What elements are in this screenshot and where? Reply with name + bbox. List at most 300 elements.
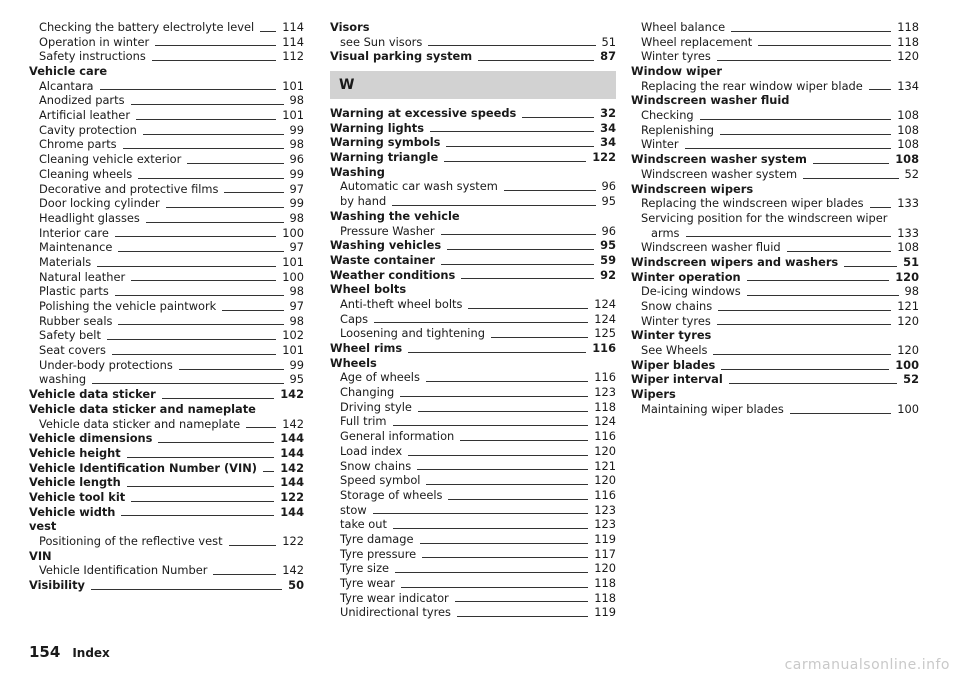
- index-subentry[interactable]: [29, 314, 304, 329]
- index-subentry[interactable]: [330, 561, 616, 576]
- index-subentry[interactable]: [29, 211, 304, 226]
- page-ref: 99: [289, 166, 304, 181]
- index-heading: vest: [29, 519, 57, 534]
- index-subentry[interactable]: [330, 224, 616, 239]
- page-ref: 95: [601, 194, 616, 209]
- index-entry[interactable]: [29, 461, 304, 476]
- page-ref: 96: [601, 179, 616, 194]
- index-subentry[interactable]: [631, 240, 919, 255]
- index-entry[interactable]: [29, 490, 304, 505]
- leader-line: [395, 572, 588, 573]
- index-subentry[interactable]: [631, 284, 919, 299]
- index-subentry-text: Servicing position for the windscreen wiper: [641, 210, 888, 225]
- index-column-1: [29, 20, 304, 593]
- entry-label: Safety instructions: [39, 49, 146, 64]
- index-subentry[interactable]: [330, 297, 616, 312]
- index-subentry[interactable]: [330, 370, 616, 385]
- index-subentry[interactable]: [330, 385, 616, 400]
- leader-line: [444, 161, 586, 162]
- entry-label: Full trim: [340, 414, 387, 429]
- leader-line: [260, 31, 276, 32]
- leader-line: [869, 89, 891, 90]
- page-ref: 98: [289, 210, 304, 225]
- page-ref: 123: [594, 385, 616, 400]
- page-ref: 98: [289, 137, 304, 152]
- page-ref: 116: [594, 370, 616, 385]
- entry-label: Windscreen wipers and washers: [631, 254, 839, 269]
- index-subentry[interactable]: [631, 20, 919, 35]
- index-subentry[interactable]: [330, 532, 616, 547]
- page-ref: 51: [601, 34, 616, 49]
- leader-line: [127, 457, 274, 458]
- index-subentry[interactable]: [330, 503, 616, 518]
- index-entry[interactable]: [29, 578, 304, 593]
- index-entry[interactable]: [330, 268, 616, 283]
- entry-label: Waste container: [330, 252, 435, 267]
- leader-line: [720, 134, 891, 135]
- entry-label: Under-body protections: [39, 357, 173, 372]
- leader-line: [718, 310, 891, 311]
- leader-line: [118, 324, 283, 325]
- entry-label: Warning symbols: [330, 135, 441, 150]
- index-subentry[interactable]: [29, 108, 304, 123]
- leader-line: [461, 278, 594, 279]
- leader-line: [418, 411, 588, 412]
- page-ref: 101: [282, 78, 304, 93]
- index-entry[interactable]: [330, 49, 616, 64]
- leader-line: [430, 131, 594, 132]
- index-subentry[interactable]: [29, 563, 304, 578]
- entry-label: Vehicle length: [29, 475, 121, 490]
- page-ref: 118: [897, 19, 919, 34]
- leader-line: [393, 425, 589, 426]
- page-footer: [29, 643, 110, 661]
- entry-label: Replacing the rear window wiper blade: [641, 78, 863, 93]
- index-subentry[interactable]: [29, 358, 304, 373]
- entry-label: Plastic parts: [39, 284, 109, 299]
- page-ref: 100: [282, 269, 304, 284]
- page-ref: 120: [895, 269, 919, 284]
- entry-label: De-icing windows: [641, 284, 741, 299]
- entry-label: Tyre damage: [340, 531, 414, 546]
- page-ref: 102: [282, 328, 304, 343]
- leader-line: [522, 117, 594, 118]
- page-ref: 112: [282, 49, 304, 64]
- page-ref: 87: [600, 49, 616, 64]
- page-ref: 97: [289, 240, 304, 255]
- entry-label: Wheel balance: [641, 19, 726, 34]
- index-subentry[interactable]: [29, 417, 304, 432]
- entry-label: Checking the battery electrolyte level: [39, 19, 255, 34]
- page-ref: 144: [280, 431, 304, 446]
- page-ref: 108: [897, 137, 919, 152]
- leader-line: [685, 148, 892, 149]
- entry-label: Vehicle height: [29, 445, 121, 460]
- leader-line: [123, 148, 284, 149]
- leader-line: [374, 322, 588, 323]
- entry-label: Windscreen washer system: [631, 152, 807, 167]
- leader-line: [97, 266, 276, 267]
- page-ref: 52: [904, 166, 919, 181]
- entry-label: Warning lights: [330, 120, 425, 135]
- index-subentry[interactable]: [29, 79, 304, 94]
- index-subentry[interactable]: [29, 255, 304, 270]
- page-ref: 124: [594, 311, 616, 326]
- leader-line: [504, 190, 596, 191]
- leader-line: [146, 222, 284, 223]
- page-ref: 133: [897, 196, 919, 211]
- entry-label: arms: [651, 225, 680, 240]
- index-subentry[interactable]: [29, 299, 304, 314]
- leader-line: [441, 264, 594, 265]
- page-ref: 96: [289, 152, 304, 167]
- index-subentry[interactable]: [330, 576, 616, 591]
- index-subentry[interactable]: [330, 473, 616, 488]
- leader-line: [448, 499, 588, 500]
- entry-label: Age of wheels: [340, 370, 420, 385]
- entry-label: Pressure Washer: [340, 223, 435, 238]
- index-heading: VIN: [29, 548, 52, 563]
- page-ref: 142: [280, 387, 304, 402]
- index-subentry[interactable]: [29, 152, 304, 167]
- leader-line: [441, 234, 596, 235]
- page-ref: 99: [289, 122, 304, 137]
- index-subentry[interactable]: [330, 35, 616, 50]
- entry-label: Cleaning wheels: [39, 166, 133, 181]
- leader-line: [118, 251, 283, 252]
- page-ref: 101: [282, 343, 304, 358]
- index-subentry[interactable]: [29, 49, 304, 64]
- index-heading: Winter tyres: [631, 328, 712, 343]
- entry-label: Artificial leather: [39, 108, 131, 123]
- index-subentry[interactable]: [631, 49, 919, 64]
- page-ref: 34: [600, 120, 616, 135]
- page-ref: 114: [282, 19, 304, 34]
- leader-line: [187, 163, 283, 164]
- page-ref: 134: [897, 78, 919, 93]
- index-subentry[interactable]: [29, 123, 304, 138]
- page-ref: 92: [600, 267, 616, 282]
- entry-label: Vehicle dimensions: [29, 431, 153, 446]
- index-subentry[interactable]: [330, 444, 616, 459]
- index-subentry[interactable]: [29, 284, 304, 299]
- watermark: carmanualsonline.info: [784, 657, 950, 673]
- leader-line: [158, 442, 274, 443]
- leader-line: [460, 440, 588, 441]
- leader-line: [393, 528, 588, 529]
- entry-label: Cleaning vehicle exterior: [39, 152, 182, 167]
- page-ref: 108: [897, 240, 919, 255]
- entry-label: Vehicle Identification Number (VIN): [29, 460, 257, 475]
- leader-line: [468, 308, 588, 309]
- index-subentry[interactable]: [29, 35, 304, 50]
- leader-line: [721, 369, 889, 370]
- index-subentry[interactable]: [29, 373, 304, 388]
- index-subentry[interactable]: [631, 35, 919, 50]
- leader-line: [138, 178, 283, 179]
- entry-label: Polishing the vehicle paintwork: [39, 299, 217, 314]
- page-ref: 98: [289, 93, 304, 108]
- page-ref: 144: [280, 445, 304, 460]
- entry-label: by hand: [340, 194, 387, 209]
- leader-line: [115, 236, 276, 237]
- entry-label: Tyre wear indicator: [340, 590, 449, 605]
- leader-line: [446, 146, 594, 147]
- index-entry[interactable]: [330, 341, 616, 356]
- leader-line: [729, 383, 897, 384]
- index-entry[interactable]: [330, 150, 616, 165]
- index-entry[interactable]: [330, 253, 616, 268]
- leader-line: [112, 354, 276, 355]
- index-entry[interactable]: [29, 505, 304, 520]
- leader-line: [131, 104, 284, 105]
- page-ref: 50: [288, 578, 304, 593]
- entry-label: Snow chains: [340, 458, 412, 473]
- page-ref: 95: [600, 238, 616, 253]
- index-subentry[interactable]: [631, 167, 919, 182]
- index-subentry[interactable]: [631, 299, 919, 314]
- index-entry[interactable]: [631, 152, 919, 167]
- page-ref: 98: [904, 284, 919, 299]
- index-entry[interactable]: [29, 475, 304, 490]
- page-ref: 118: [594, 576, 616, 591]
- page-ref: 116: [594, 487, 616, 502]
- page-ref: 59: [600, 252, 616, 267]
- page-ref: 52: [903, 372, 919, 387]
- entry-label: washing: [39, 372, 87, 387]
- leader-line: [392, 205, 595, 206]
- entry-label: Speed symbol: [340, 473, 421, 488]
- page-ref: 108: [897, 122, 919, 137]
- page-ref: 117: [594, 546, 616, 561]
- entry-label: See Wheels: [641, 343, 708, 358]
- page-ref: 32: [600, 106, 616, 121]
- page-ref: 142: [280, 460, 304, 475]
- page-ref: 99: [289, 196, 304, 211]
- index-subentry[interactable]: [330, 194, 616, 209]
- leader-line: [803, 178, 898, 179]
- index-heading: Wheel bolts: [330, 282, 407, 297]
- page-ref: 121: [594, 458, 616, 473]
- leader-line: [717, 60, 891, 61]
- index-subentry[interactable]: [330, 591, 616, 606]
- leader-line: [457, 616, 588, 617]
- index-entry[interactable]: [631, 358, 919, 373]
- entry-label: Loosening and tightening: [340, 326, 485, 341]
- leader-line: [166, 207, 284, 208]
- page-ref: 121: [897, 299, 919, 314]
- entry-label: Washing vehicles: [330, 238, 442, 253]
- page-number: 154: [29, 643, 61, 661]
- leader-line: [222, 310, 283, 311]
- entry-label: Winter operation: [631, 269, 741, 284]
- leader-line: [447, 249, 594, 250]
- page-ref: 123: [594, 517, 616, 532]
- page-ref: 142: [282, 416, 304, 431]
- page-ref: 118: [594, 590, 616, 605]
- page-ref: 120: [594, 443, 616, 458]
- entry-label: Decorative and protective films: [39, 181, 219, 196]
- index-subentry[interactable]: [29, 93, 304, 108]
- index-subentry[interactable]: [29, 343, 304, 358]
- leader-line: [844, 266, 897, 267]
- leader-line: [700, 119, 892, 120]
- entry-label: General information: [340, 429, 455, 444]
- index-heading: Washing the vehicle: [330, 208, 460, 223]
- index-subentry[interactable]: [330, 429, 616, 444]
- page-ref: 122: [282, 534, 304, 549]
- leader-line: [400, 396, 588, 397]
- index-entry[interactable]: [29, 431, 304, 446]
- entry-label: Anti-theft wheel bolts: [340, 296, 463, 311]
- page-ref: 133: [897, 225, 919, 240]
- page-ref: 122: [280, 489, 304, 504]
- entry-label: Rubber seals: [39, 313, 113, 328]
- index-entry[interactable]: [631, 270, 919, 285]
- entry-label: Operation in winter: [39, 34, 150, 49]
- entry-label: Maintenance: [39, 240, 113, 255]
- leader-line: [408, 455, 588, 456]
- entry-label: Maintaining wiper blades: [641, 401, 784, 416]
- index-subentry[interactable]: [29, 196, 304, 211]
- index-entry[interactable]: [29, 446, 304, 461]
- leader-line: [747, 280, 890, 281]
- leader-line: [401, 587, 588, 588]
- page-ref: 125: [594, 326, 616, 341]
- entry-label: Winter: [641, 137, 679, 152]
- index-subentry[interactable]: [330, 312, 616, 327]
- index-entry[interactable]: [29, 387, 304, 402]
- index-entry[interactable]: [631, 373, 919, 388]
- entry-label: Weather conditions: [330, 267, 456, 282]
- page-ref: 51: [903, 254, 919, 269]
- index-subentry[interactable]: [29, 226, 304, 241]
- entry-label: Materials: [39, 254, 92, 269]
- leader-line: [790, 413, 891, 414]
- entry-label: Tyre size: [340, 561, 390, 576]
- index-subentry[interactable]: [29, 240, 304, 255]
- index-subentry[interactable]: [29, 270, 304, 285]
- entry-label: Windscreen washer fluid: [641, 240, 781, 255]
- page-ref: 101: [282, 254, 304, 269]
- entry-label: Wiper blades: [631, 357, 716, 372]
- entry-label: Changing: [340, 385, 395, 400]
- leader-line: [455, 601, 589, 602]
- entry-label: Anodized parts: [39, 93, 125, 108]
- page-ref: 98: [289, 313, 304, 328]
- leader-line: [131, 501, 274, 502]
- entry-label: Warning at excessive speeds: [330, 106, 517, 121]
- entry-label: Snow chains: [641, 299, 713, 314]
- entry-label: Visibility: [29, 578, 85, 593]
- leader-line: [91, 589, 282, 590]
- page-ref: 100: [282, 225, 304, 240]
- index-entry[interactable]: [631, 255, 919, 270]
- index-heading: Window wiper: [631, 64, 722, 79]
- leader-line: [136, 119, 276, 120]
- entry-label: Visual parking system: [330, 49, 473, 64]
- leader-line: [246, 427, 276, 428]
- entry-label: Windscreen washer system: [641, 166, 798, 181]
- index-column-2-w: [330, 106, 616, 620]
- index-subentry[interactable]: [631, 314, 919, 329]
- index-subentry[interactable]: [330, 488, 616, 503]
- index-subentry[interactable]: [29, 534, 304, 549]
- index-subentry[interactable]: [29, 182, 304, 197]
- index-subentry[interactable]: [631, 108, 919, 123]
- leader-line: [263, 471, 274, 472]
- index-subentry[interactable]: [330, 400, 616, 415]
- index-subentry[interactable]: [631, 343, 919, 358]
- index-subentry[interactable]: [631, 79, 919, 94]
- entry-label: take out: [340, 517, 387, 532]
- leader-line: [100, 89, 277, 90]
- index-subentry[interactable]: [29, 138, 304, 153]
- index-entry[interactable]: [330, 135, 616, 150]
- index-subentry[interactable]: [330, 517, 616, 532]
- leader-line: [107, 339, 276, 340]
- index-subentry[interactable]: [330, 547, 616, 562]
- page-ref: 142: [282, 563, 304, 578]
- leader-line: [478, 60, 594, 61]
- index-subentry[interactable]: [330, 605, 616, 620]
- index-entry[interactable]: [330, 106, 616, 121]
- page-ref: 120: [594, 473, 616, 488]
- index-subentry[interactable]: [29, 167, 304, 182]
- index-subentry[interactable]: [631, 138, 919, 153]
- entry-label: Vehicle tool kit: [29, 489, 126, 504]
- entry-label: Positioning of the reflective vest: [39, 534, 223, 549]
- index-subentry[interactable]: [631, 226, 919, 241]
- entry-label: Winter tyres: [641, 49, 711, 64]
- leader-line: [143, 134, 284, 135]
- page-ref: 116: [592, 341, 616, 356]
- page-ref: 124: [594, 296, 616, 311]
- entry-label: Winter tyres: [641, 313, 711, 328]
- index-entry[interactable]: [330, 238, 616, 253]
- entry-label: Unidirectional tyres: [340, 605, 451, 620]
- index-subentry[interactable]: [330, 180, 616, 195]
- entry-label: Cavity protection: [39, 122, 137, 137]
- index-subentry[interactable]: [330, 415, 616, 430]
- entry-label: Replenishing: [641, 122, 714, 137]
- entry-label: Automatic car wash system: [340, 179, 498, 194]
- index-subentry[interactable]: [631, 123, 919, 138]
- leader-line: [417, 469, 588, 470]
- leader-line: [787, 251, 892, 252]
- index-heading: Windscreen wipers: [631, 181, 754, 196]
- index-subentry[interactable]: [330, 326, 616, 341]
- leader-line: [229, 545, 277, 546]
- index-subentry[interactable]: [29, 20, 304, 35]
- leader-line: [213, 574, 276, 575]
- index-entry[interactable]: [330, 121, 616, 136]
- index-subentry[interactable]: [631, 196, 919, 211]
- entry-label: Vehicle width: [29, 504, 116, 519]
- leader-line: [426, 484, 588, 485]
- leader-line: [428, 45, 595, 46]
- page-ref: 120: [897, 313, 919, 328]
- index-heading: Visors: [330, 20, 370, 34]
- entry-label: Wiper interval: [631, 372, 723, 387]
- index-subentry[interactable]: [29, 328, 304, 343]
- index-subentry[interactable]: [330, 459, 616, 474]
- index-heading: Washing: [330, 164, 385, 179]
- index-subentry[interactable]: [631, 402, 919, 417]
- page-ref: 118: [594, 399, 616, 414]
- entry-label: Wheel replacement: [641, 34, 753, 49]
- leader-line: [813, 163, 889, 164]
